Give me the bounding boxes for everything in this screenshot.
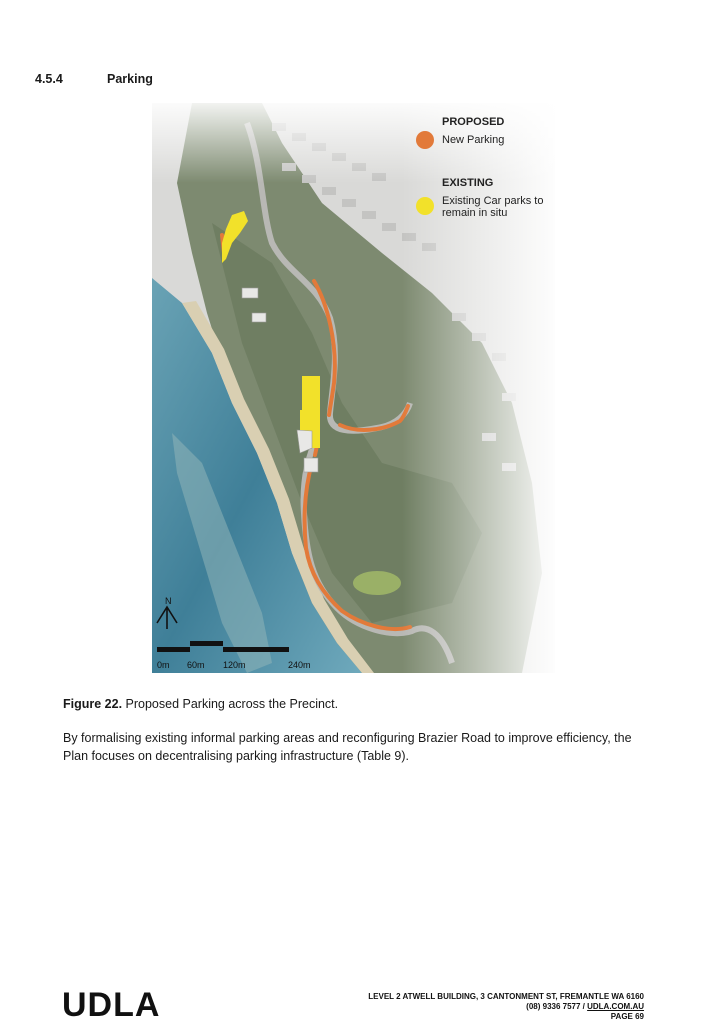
scale-label-240: 240m — [288, 660, 311, 670]
legend-existing-heading: EXISTING — [442, 177, 494, 189]
legend-existing-swatch — [416, 197, 434, 215]
footer-phone: (08) 9336 7577 — [526, 1002, 581, 1011]
footer-contact — [368, 992, 644, 1022]
scale-label-0: 0m — [157, 660, 170, 670]
figure-label: Figure 22. — [63, 697, 123, 711]
legend-proposed-swatch — [416, 131, 434, 149]
legend-existing-item-line2: remain in situ — [442, 207, 508, 219]
legend-proposed-heading: PROPOSED — [442, 116, 505, 128]
legend-existing-item-line1: Existing Car parks to — [442, 195, 544, 207]
park-oval — [353, 571, 401, 595]
footer-website-link[interactable]: UDLA.COM.AU — [587, 1002, 644, 1011]
footer-address: LEVEL 2 ATWELL BUILDING, 3 CANTONMENT ST, FREMANTLE WA 6160 — [368, 992, 644, 1001]
north-label: N — [165, 596, 172, 606]
figure-caption-text: Proposed Parking across the Precinct. — [122, 697, 339, 711]
footer-page-number: PAGE 69 — [610, 1012, 644, 1021]
parking-map — [152, 103, 555, 673]
scale-label-120: 120m — [223, 660, 246, 670]
footer-separator: / — [580, 1002, 588, 1011]
legend-proposed-item: New Parking — [442, 134, 505, 146]
scale-label-60: 60m — [187, 660, 205, 670]
section-title: Parking — [107, 72, 153, 86]
body-paragraph: By formalising existing informal parking areas and reconfiguring Brazier Road to improve efficiency, the Plan focuses on decentralising parking infrastructure (Table 9). — [63, 731, 632, 763]
udla-logo: UDLA — [62, 986, 161, 1024]
figure-caption — [63, 697, 338, 711]
footer-phone-web — [368, 1002, 644, 1012]
section-number: 4.5.4 — [35, 72, 63, 86]
